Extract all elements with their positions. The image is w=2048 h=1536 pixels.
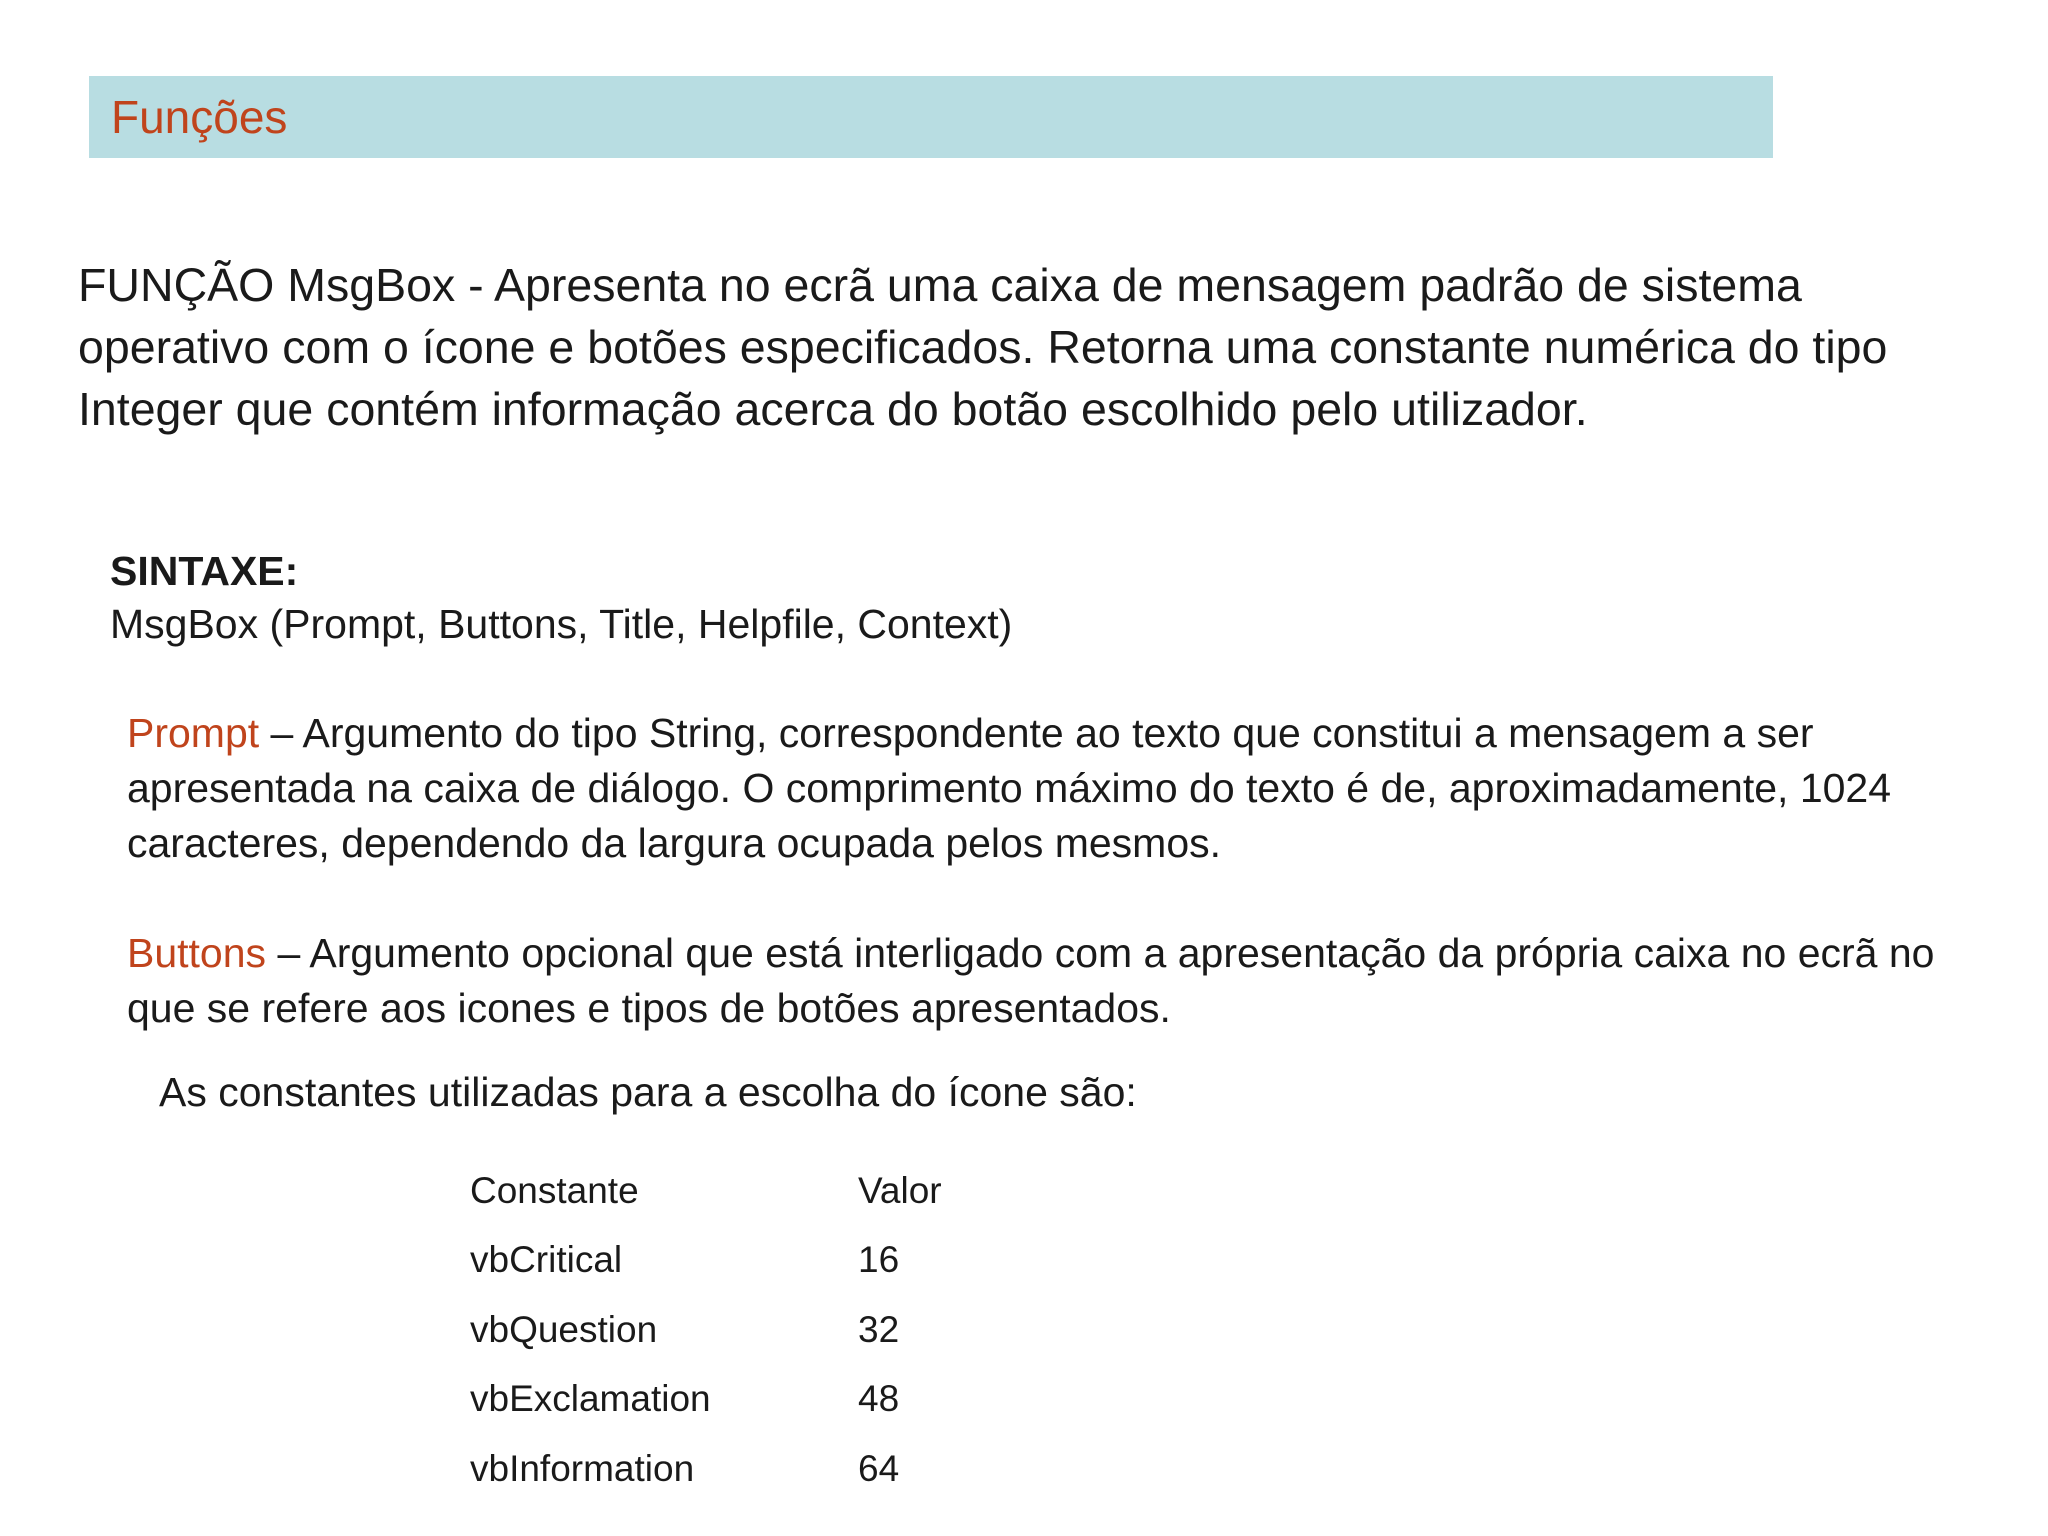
constant-value-cell: 16 [858,1239,900,1281]
buttons-paragraph [127,926,2007,1036]
buttons-term: Buttons [127,930,267,976]
table-row [470,1434,1058,1504]
constant-value-cell: 48 [858,1378,900,1420]
constants-table [470,1156,1058,1504]
prompt-description: – Argumento do tipo String, correspondente ao texto que constitui a mensagem a ser apresentada na caixa de diálogo. O comprimento máximo do texto é de, aproximadamente, 1024 caracteres, dependendo da largura ocupada pelos mesmos. [127,710,1892,866]
constant-name-cell: vbInformation [470,1447,695,1489]
intro-paragraph: FUNÇÃO MsgBox - Apresenta no ecrã uma caixa de mensagem padrão de sistema operativo com o ícone e botões especificados. Retorna uma constante numérica do tipo Integer que contém informação acerca do botão escolhido pelo utilizador. [78,259,1888,435]
table-row [470,1365,1058,1435]
table-header-row [470,1156,1058,1226]
table-row [470,1226,1058,1296]
header-cell-valor: Valor [858,1169,942,1211]
constant-name-cell: vbCritical [470,1239,623,1281]
constant-name-cell: vbQuestion [470,1308,658,1350]
buttons-description: – Argumento opcional que está interligado com a apresentação da própria caixa no ecrã no que se refere aos icones e tipos de botões apresentados. [127,930,1935,1031]
prompt-paragraph [127,706,2007,871]
header-cell-constante: Constante [470,1169,639,1211]
syntax-heading: SINTAXE: [110,548,299,594]
constant-value-cell: 32 [858,1308,900,1350]
constant-name-cell: vbExclamation [470,1378,711,1420]
syntax-line: MsgBox (Prompt, Buttons, Title, Helpfile, Context) [110,601,1013,647]
constant-value-cell: 64 [858,1447,900,1489]
icon-constants-note: As constantes utilizadas para a escolha do ícone são: [159,1069,1137,1115]
title-bar [89,76,1773,158]
prompt-term: Prompt [127,710,260,756]
slide-title: Funções [111,91,288,143]
table-row [470,1295,1058,1365]
